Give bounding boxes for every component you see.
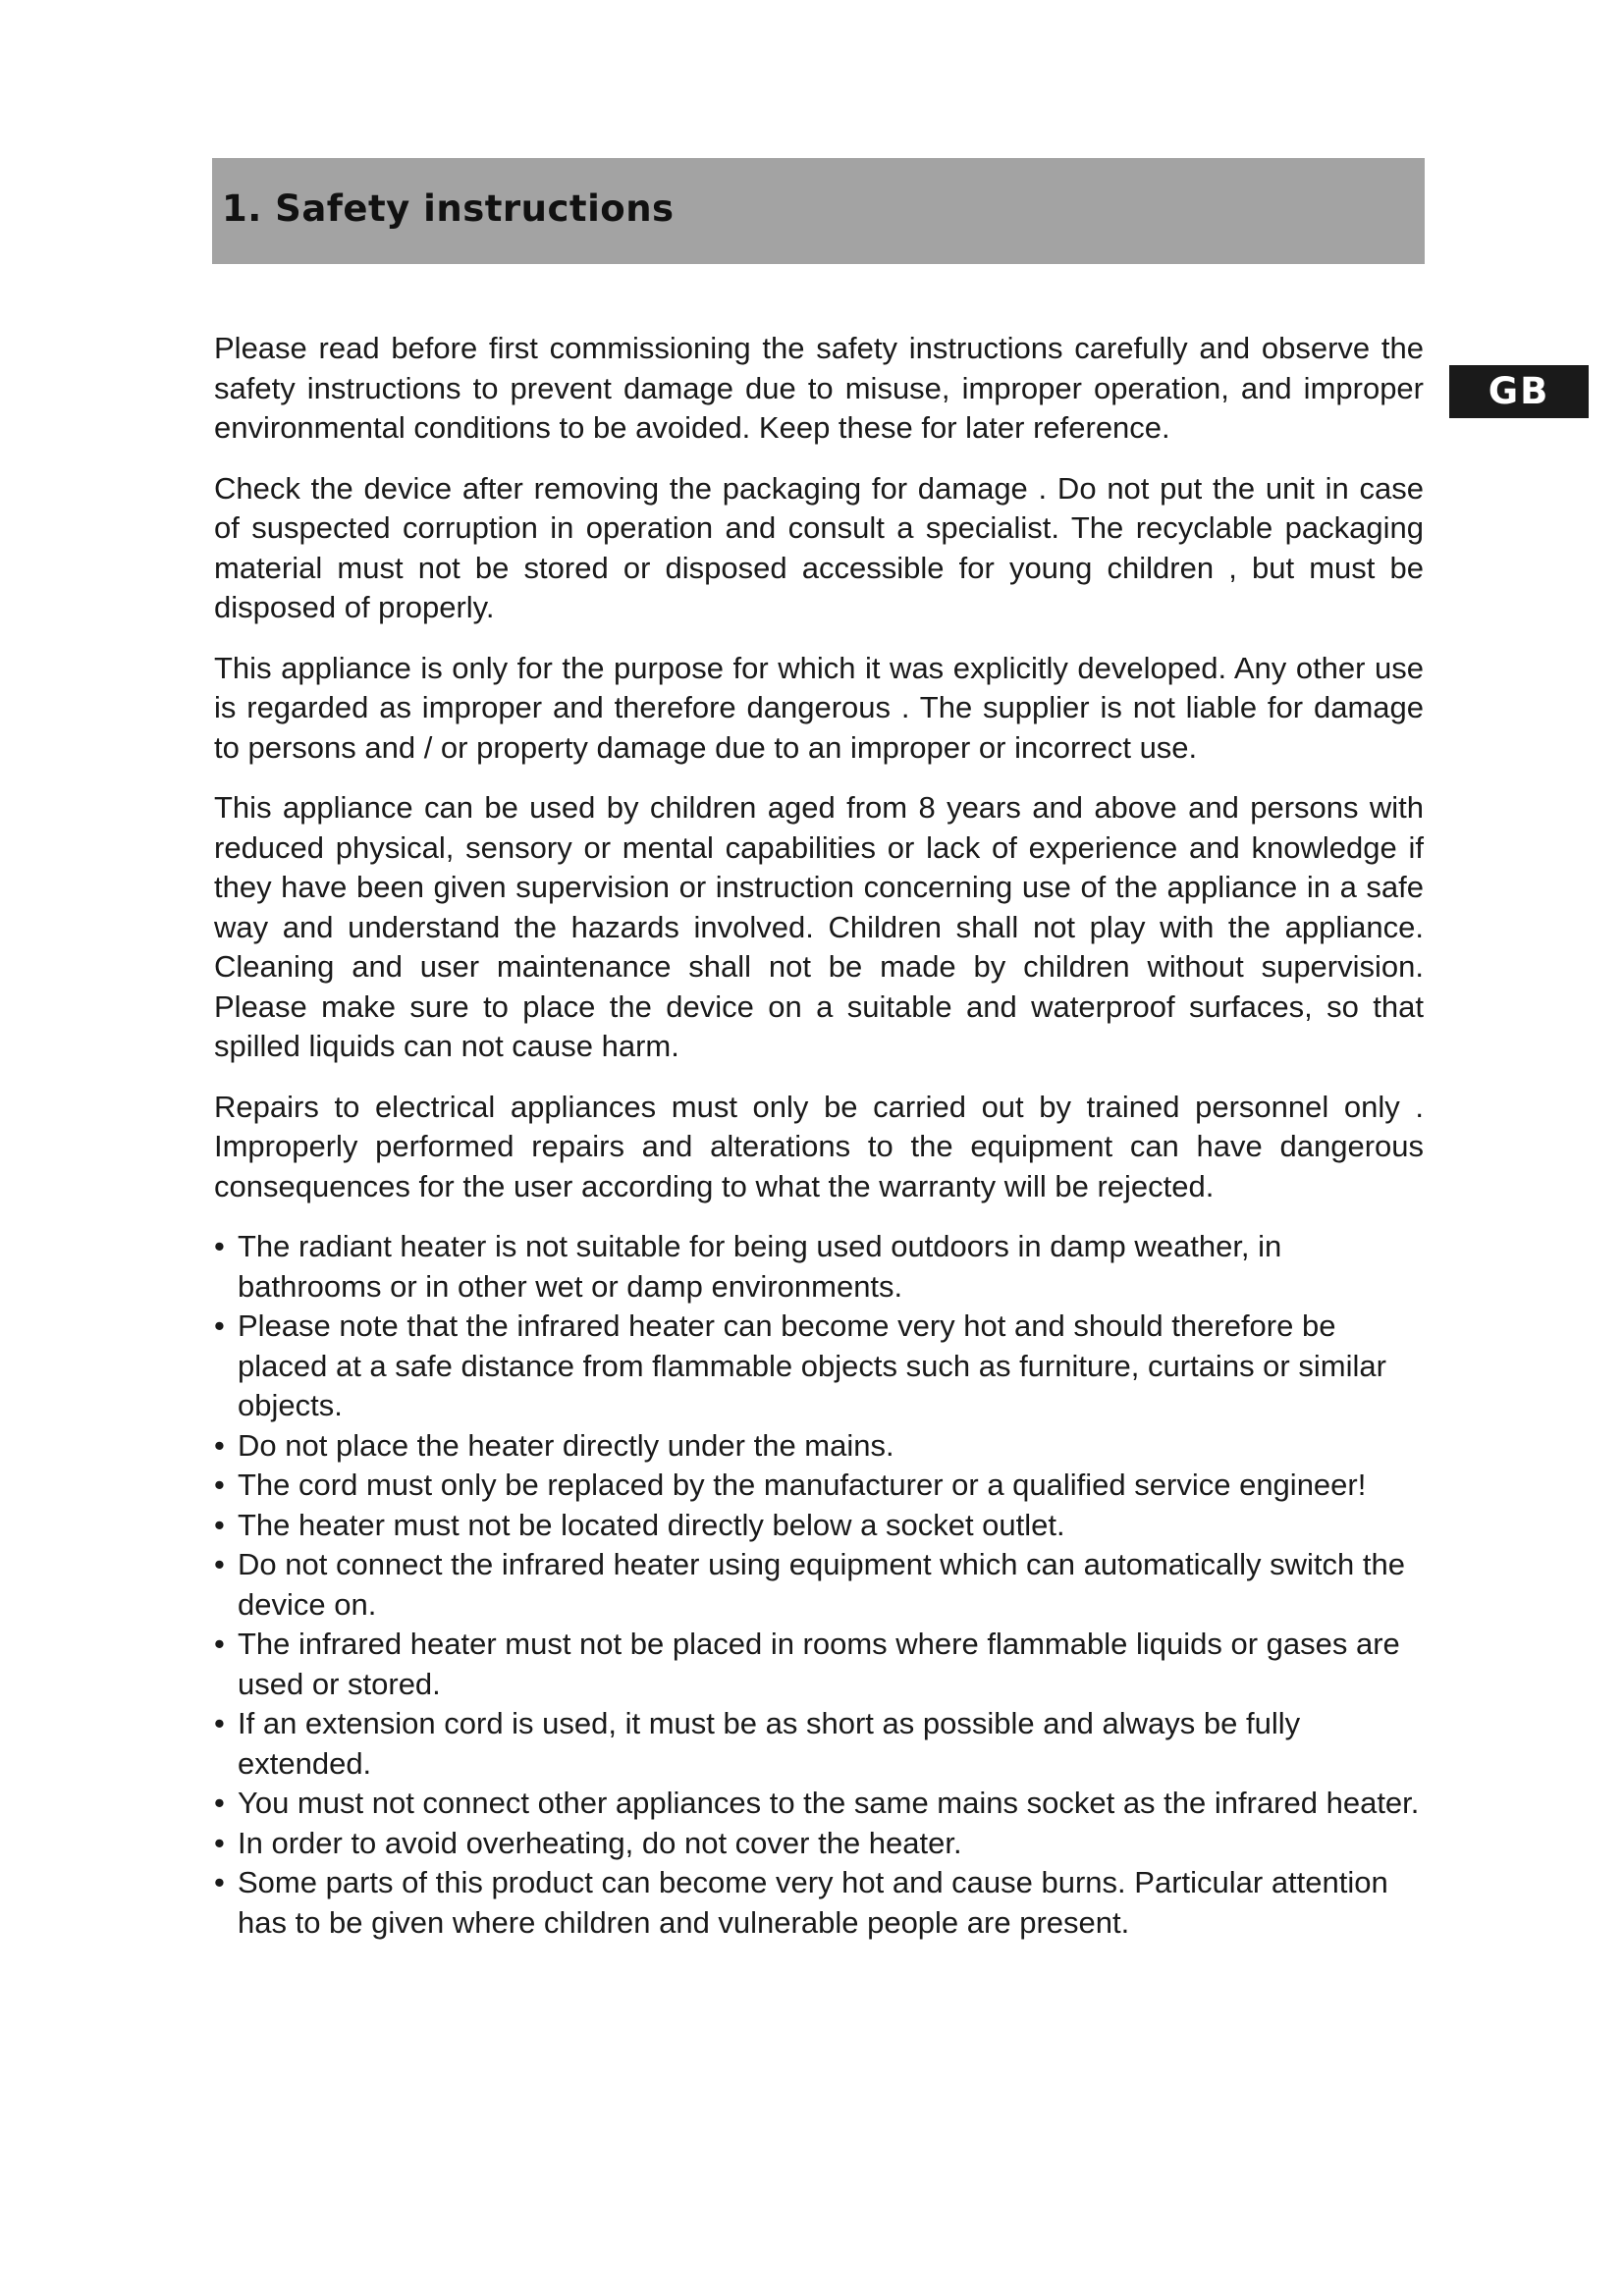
- bullet-item: • You must not connect other appliances to the same mains socket as the infrared heater.: [214, 1784, 1424, 1824]
- paragraph-children: This appliance can be used by children aged from 8 years and above and persons with reduced physical, sensory or mental capabilities or lack of experience and knowledge if they have been given supervision or instruction concerning use of the appliance in a safe way and understand the hazards involved. Children shall not play with the appliance. Cleaning and user maintenance shall not be made by children without supervision. Please make sure to place the device on a suitable and waterproof surfaces, so that spilled liquids can not cause harm.: [214, 790, 1424, 1063]
- paragraph-intro: Please read before first commissioning the safety instructions carefully and observe the safety instructions to prevent damage due to misuse, improper operation, and improper environmental conditions to be avoided. Keep these for later reference.: [214, 331, 1424, 445]
- bullet-item: • If an extension cord is used, it must be as short as possible and always be fully extended.: [214, 1704, 1424, 1784]
- bullet-item: • The cord must only be replaced by the manufacturer or a qualified service engineer!: [214, 1466, 1424, 1506]
- bullet-item: • Do not connect the infrared heater using equipment which can automatically switch the device on.: [214, 1545, 1424, 1625]
- bullet-item: • Do not place the heater directly under the mains.: [214, 1426, 1424, 1467]
- bullet-item: • In order to avoid overheating, do not cover the heater.: [214, 1824, 1424, 1864]
- bullet-item: • The infrared heater must not be placed in rooms where flammable liquids or gases are used or stored.: [214, 1625, 1424, 1704]
- section-header: [212, 158, 1425, 264]
- paragraph-repairs: Repairs to electrical appliances must only be carried out by trained personnel only . Improperly performed repairs and alterations to the equipment can have dangerous consequences for the user according to what the warranty will be rejected.: [214, 1089, 1424, 1203]
- paragraph-damage-check: Check the device after removing the packaging for damage . Do not put the unit in case of suspected corruption in operation and consult a specialist. The recyclable packaging material must not be stored or disposed accessible for young children , but must be disposed of properly.: [214, 470, 1424, 624]
- section-title: 1. Safety instructions: [222, 187, 675, 230]
- language-tab: GB: [1449, 365, 1589, 418]
- bullet-item: • The radiant heater is not suitable for being used outdoors in damp weather, in bathrooms or in other wet or damp environments.: [214, 1227, 1424, 1307]
- safety-bullet-list: [214, 1227, 1424, 1943]
- bullet-item: • The heater must not be located directly below a socket outlet.: [214, 1506, 1424, 1546]
- paragraph-intended-use: This appliance is only for the purpose for which it was explicitly developed. Any other use is regarded as improper and therefore dangerous . The supplier is not liable for damage to persons and / or property damage due to an improper or incorrect use.: [214, 650, 1424, 765]
- safety-content: [214, 329, 1424, 1943]
- bullet-item: • Some parts of this product can become very hot and cause burns. Particular attention has to be given where children and vulnerable people are present.: [214, 1863, 1424, 1943]
- bullet-item: • Please note that the infrared heater can become very hot and should therefore be placed at a safe distance from flammable objects such as furniture, curtains or similar objects.: [214, 1307, 1424, 1426]
